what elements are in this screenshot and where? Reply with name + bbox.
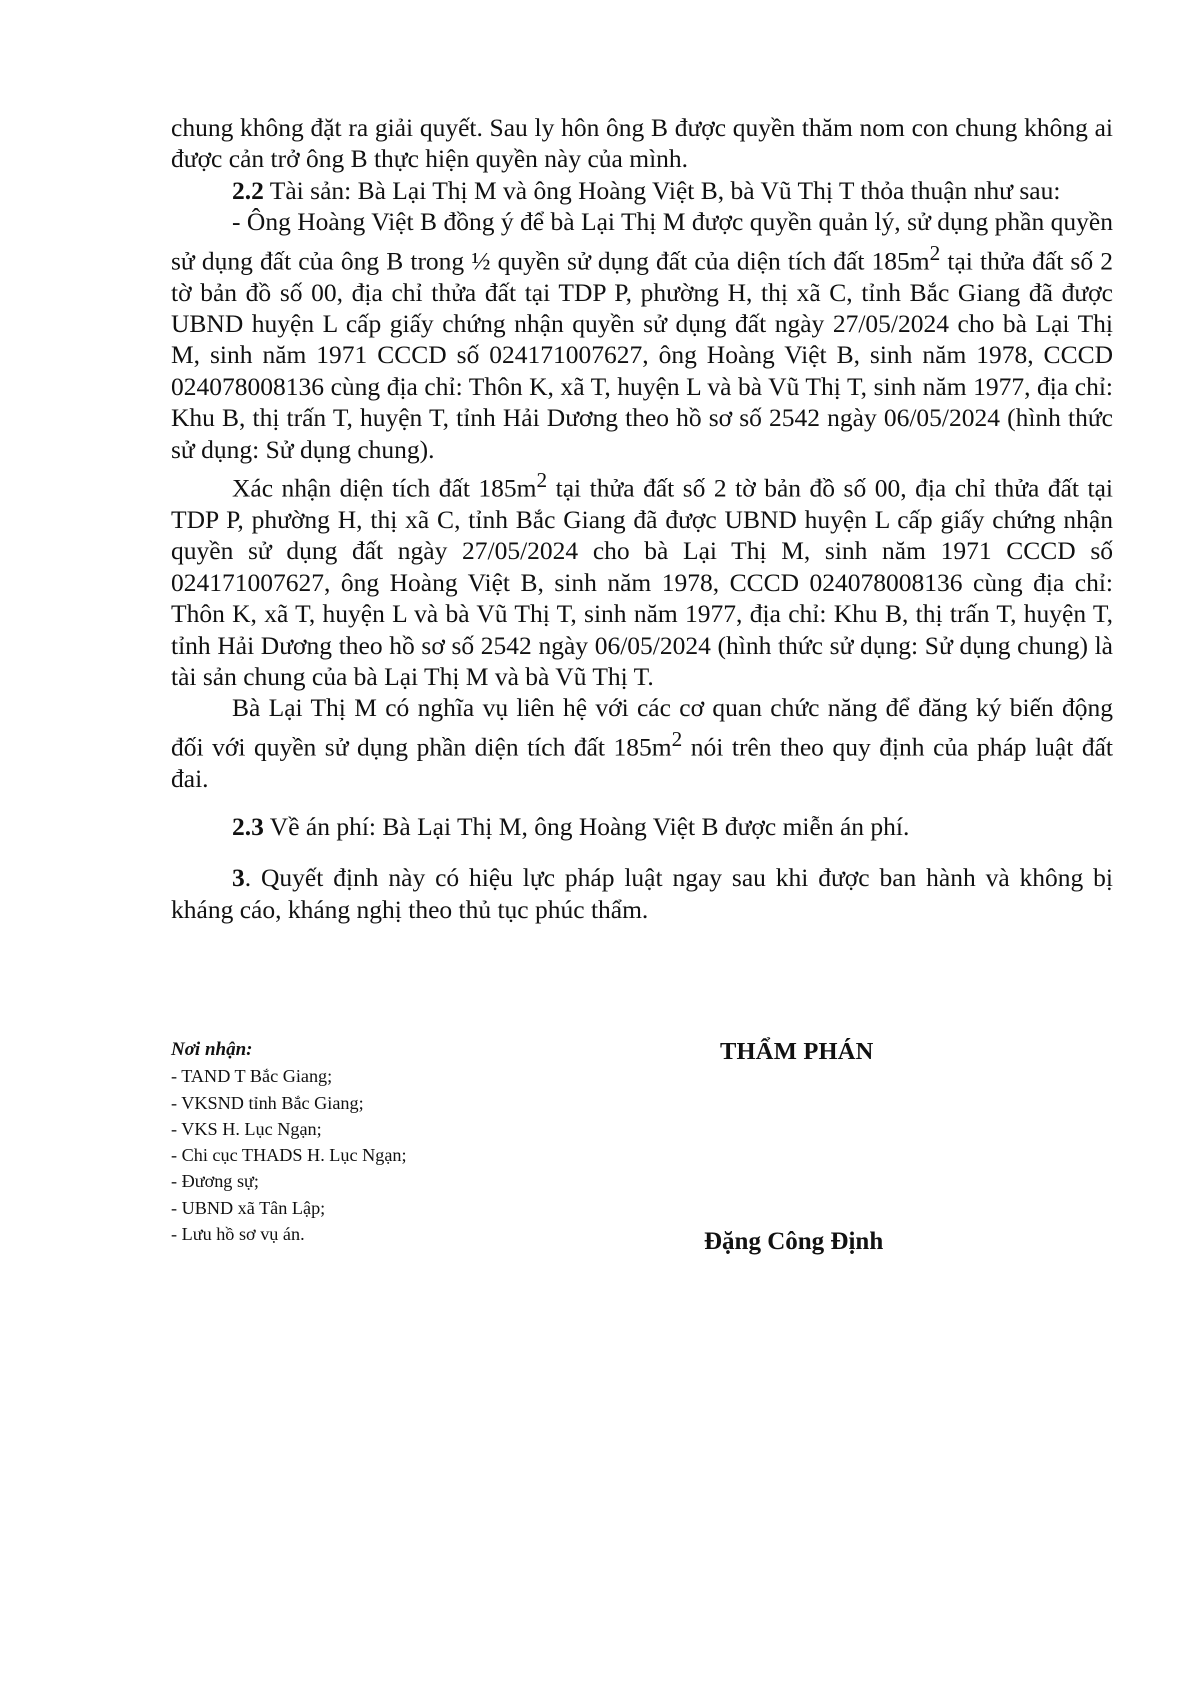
signature-name: Đặng Công Định (704, 1228, 884, 1255)
recipient-item: - UBND xã Tân Lập; (171, 1197, 326, 1218)
recipients-list (171, 1063, 591, 1247)
paragraph-land-agreement: - Ông Hoàng Việt B đồng ý để bà Lại Thị M được quyền quản lý, sử dụng phần quyền sử dụng đất của ông B trong ½ quyền sử dụng đất của diện tích đất $185m^2$ tại thửa đất số 2 tờ bản đồ số 00, địa chỉ thửa đất tại TDP P, phường H, thị xã C, tỉnh Bắc Giang đã được UBND huyện L cấp giấy chứng nhận quyền sử dụng đất ngày 27/05/2024 cho bà Lại Thị M, sinh năm 1971 CCCD số 024171007627, ông Hoàng Việt B, sinh năm 1978, CCCD 024078008136 cùng địa chỉ: Thôn K, xã T, huyện L và bà Vũ Thị T, sinh năm 1977, địa chỉ: Khu B, thị trấn T, huyện T, tỉnh Hải Dương theo hồ sơ số 2542 ngày 06/05/2024 (hình thức sử dụng: Sử dụng chung). (171, 207, 1113, 464)
paragraph-effectiveness: 3. Quyết định này có hiệu lực pháp luật ngay sau khi được ban hành và không bị kháng cáo, kháng nghị theo thủ tục phúc thẩm. (171, 863, 1113, 924)
recipient-item: - Lưu hồ sơ vụ án. (171, 1224, 305, 1245)
signature-title: THẨM PHÁN (720, 1038, 874, 1065)
recipient-item: - VKSND tỉnh Bắc Giang; (171, 1092, 364, 1113)
section-number: 2.3 (232, 812, 264, 842)
recipient-item: - VKS H. Lục Ngạn; (171, 1118, 322, 1139)
decision-body (171, 112, 1113, 925)
section-number: 2.2 (232, 175, 264, 205)
paragraph-court-fees: 2.3 Về án phí: Bà Lại Thị M, ông Hoàng Việt B được miễn án phí. (232, 812, 910, 842)
recipient-item: - TAND T Bắc Giang; (171, 1066, 333, 1087)
section-number: 3 (232, 863, 245, 893)
paragraph-land-confirmation: Xác nhận diện tích đất $185m^2$ tại thửa đất số 2 tờ bản đồ số 00, địa chỉ thửa đất tại TDP P, phường H, thị xã C, tỉnh Bắc Giang đã được UBND huyện L cấp giấy chứng nhận quyền sử dụng đất ngày 27/05/2024 cho bà Lại Thị M, sinh năm 1971 CCCD số 024171007627, ông Hoàng Việt B, sinh năm 1978, CCCD 024078008136 cùng địa chỉ: Thôn K, xã T, huyện L và bà Vũ Thị T, sinh năm 1977, địa chỉ: Khu B, thị trấn T, huyện T, tỉnh Hải Dương theo hồ sơ số 2542 ngày 06/05/2024 (hình thức sử dụng: Sử dụng chung) là tài sản chung của bà Lại Thị M và bà Vũ Thị T. (171, 467, 1113, 691)
recipient-item: - Đương sự; (171, 1171, 259, 1192)
paragraph-registration-duty: Bà Lại Thị M có nghĩa vụ liên hệ với các cơ quan chức năng để đăng ký biến động đối với quyền sử dụng phần diện tích đất $185m^2$ nói trên theo quy định của pháp luật đất đai. (171, 693, 1113, 793)
recipients-block (171, 1037, 591, 1247)
recipient-item: - Chi cục THADS H. Lục Ngạn; (171, 1145, 407, 1166)
recipients-heading: Nơi nhận: (171, 1039, 253, 1060)
paragraph-child-visitation: chung không đặt ra giải quyết. Sau ly hôn ông B được quyền thăm nom con chung không ai được cản trở ông B thực hiện quyền này của mình. (171, 113, 1113, 174)
paragraph-assets-heading: 2.2 Tài sản: Bà Lại Thị M và ông Hoàng Việt B, bà Vũ Thị T thỏa thuận như sau: (232, 175, 1061, 205)
